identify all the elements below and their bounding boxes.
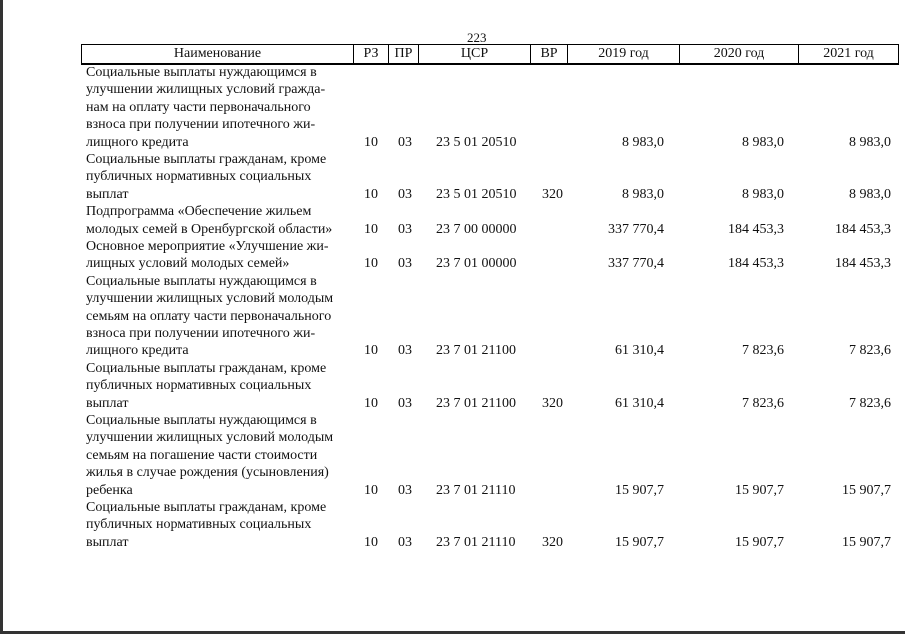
cell-y2021: 15 907,7 xyxy=(842,482,891,498)
cell-y2021: 7 823,6 xyxy=(849,343,891,359)
cell-y2021: 8 983,0 xyxy=(849,134,891,150)
cell-y2020: 7 823,6 xyxy=(742,343,784,359)
cell-y2021: 184 453,3 xyxy=(835,256,891,272)
cell-y2020: 184 453,3 xyxy=(728,256,784,272)
table-body xyxy=(0,64,905,551)
cell-rz: 10 xyxy=(364,343,378,359)
table-row xyxy=(0,273,905,360)
row-name: Социальные выплаты нуждающимся в улучшении жилищных условий молодым семьям на оплату части первоначального взноса при получении ипотечного жи- лищного кредита xyxy=(86,273,334,359)
cell-rz: 10 xyxy=(364,256,378,272)
cell-rz: 10 xyxy=(364,221,378,237)
row-name: Основное мероприятие «Улучшение жи- лищных условий молодых семей» xyxy=(86,238,329,272)
row-name: Социальные выплаты гражданам, кроме публичных нормативных социальных выплат xyxy=(86,499,327,550)
cell-pr: 03 xyxy=(398,221,412,237)
table-row xyxy=(0,238,905,273)
cell-csr: 23 7 01 21100 xyxy=(436,395,516,411)
page-number: 223 xyxy=(467,30,487,45)
header-vr: ВР xyxy=(531,45,568,63)
cell-y2020: 184 453,3 xyxy=(728,221,784,237)
cell-csr: 23 7 00 00000 xyxy=(436,221,517,237)
cell-y2020: 15 907,7 xyxy=(735,534,784,550)
cell-y2019: 8 983,0 xyxy=(622,134,664,150)
cell-pr: 03 xyxy=(398,134,412,150)
page-bottom-border xyxy=(0,631,905,634)
cell-y2019: 8 983,0 xyxy=(622,186,664,202)
row-name: Подпрограмма «Обеспечение жильем молодых семей в Оренбургской области» xyxy=(86,204,333,237)
cell-csr: 23 7 01 00000 xyxy=(436,256,517,272)
cell-pr: 03 xyxy=(398,256,412,272)
cell-vr: 320 xyxy=(542,186,563,202)
cell-y2020: 8 983,0 xyxy=(742,186,784,202)
cell-csr: 23 5 01 20510 xyxy=(436,186,517,202)
row-name: Социальные выплаты гражданам, кроме публичных нормативных социальных выплат xyxy=(86,360,327,411)
cell-y2021: 7 823,6 xyxy=(849,395,891,411)
table-row xyxy=(0,499,905,551)
cell-pr: 03 xyxy=(398,343,412,359)
header-pr: ПР xyxy=(389,45,419,63)
header-name: Наименование xyxy=(82,45,354,63)
cell-y2021: 8 983,0 xyxy=(849,186,891,202)
cell-csr: 23 7 01 21110 xyxy=(436,534,516,550)
header-2021: 2021 год xyxy=(823,46,874,61)
cell-y2020: 15 907,7 xyxy=(735,482,784,498)
cell-rz: 10 xyxy=(364,534,378,550)
cell-y2019: 61 310,4 xyxy=(615,343,664,359)
cell-pr: 03 xyxy=(398,186,412,202)
cell-rz: 10 xyxy=(364,134,378,150)
cell-y2019: 337 770,4 xyxy=(608,256,664,272)
cell-y2019: 15 907,7 xyxy=(615,534,664,550)
cell-vr: 320 xyxy=(542,534,563,550)
cell-y2019: 61 310,4 xyxy=(615,395,664,411)
cell-y2020: 8 983,0 xyxy=(742,134,784,150)
cell-rz: 10 xyxy=(364,395,378,411)
cell-y2019: 337 770,4 xyxy=(608,221,664,237)
table-header xyxy=(81,44,899,65)
header-2019: 2019 год xyxy=(568,45,680,63)
table-row xyxy=(0,151,905,203)
cell-y2021: 15 907,7 xyxy=(842,534,891,550)
header-csr: ЦСР xyxy=(419,45,531,63)
cell-pr: 03 xyxy=(398,482,412,498)
header-2020: 2020 год xyxy=(680,45,799,63)
cell-y2019: 15 907,7 xyxy=(615,482,664,498)
row-name: Социальные выплаты нуждающимся в улучшении жилищных условий молодым семьям на погашение части стоимости жилья в случае рождения (усыновления) ребенка xyxy=(86,412,334,498)
cell-csr: 23 5 01 20510 xyxy=(436,134,517,150)
table-row xyxy=(0,412,905,499)
cell-rz: 10 xyxy=(364,482,378,498)
header-rz: РЗ xyxy=(354,45,389,63)
table-row xyxy=(0,203,905,238)
cell-pr: 03 xyxy=(398,395,412,411)
cell-vr: 320 xyxy=(542,395,563,411)
table-row xyxy=(0,64,905,151)
table-row xyxy=(0,360,905,412)
row-name: Социальные выплаты гражданам, кроме публичных нормативных социальных выплат xyxy=(86,152,327,202)
cell-csr: 23 7 01 21110 xyxy=(436,482,516,498)
cell-y2020: 7 823,6 xyxy=(742,395,784,411)
cell-rz: 10 xyxy=(364,186,378,202)
cell-csr: 23 7 01 21100 xyxy=(436,343,516,359)
cell-pr: 03 xyxy=(398,534,412,550)
row-name: Социальные выплаты нуждающимся в улучшении жилищных условий гражда- нам на оплату части первоначального взноса при получении ипотечного жи- лищного кредита xyxy=(86,65,326,150)
cell-y2021: 184 453,3 xyxy=(835,221,891,237)
